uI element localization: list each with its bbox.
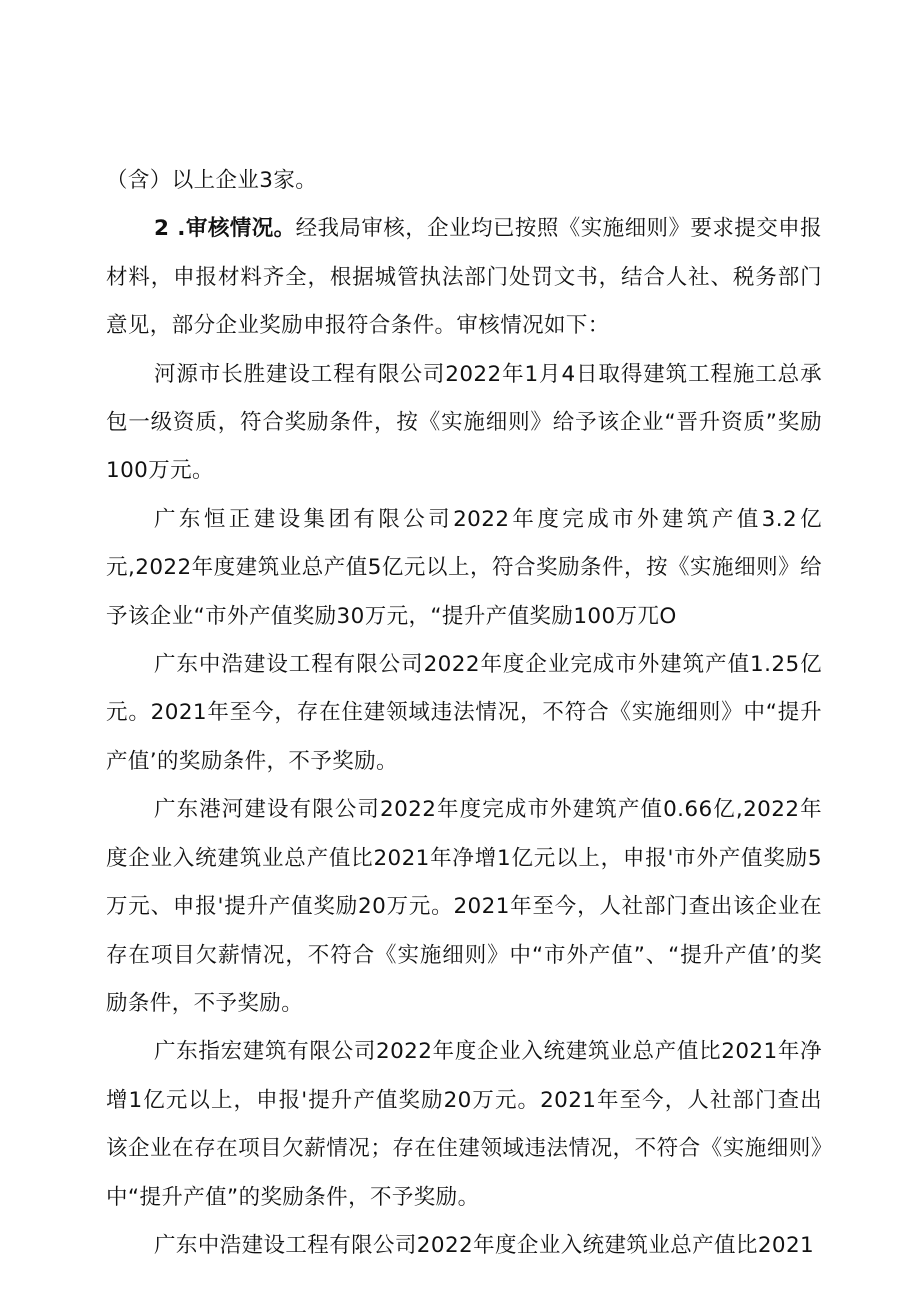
paragraph-text: 河源市长胜建设工程有限公司2022年1月4日取得建筑工程施工总承包一级资质，符合奖励条件，按《实施细则》给予该企业“晋升资质”奖励100万元。 bbox=[106, 361, 822, 484]
paragraph-company-changsheng bbox=[106, 351, 822, 496]
paragraph-company-hengzheng bbox=[106, 496, 822, 641]
document-body bbox=[106, 157, 822, 1270]
paragraph-text: 广东港河建设有限公司2022年度完成市外建筑产值0.66亿,2022年度企业入统建筑业总产值比2021年净增1亿元以上，申报'市外产值奖励5万元、申报'提升产值奖励20万元。2021年至今，人社部门查出该企业在存在项目欠薪情况，不符合《实施细则》中“市外产值”、“提升产值’的奖励条件，不予奖励。 bbox=[106, 797, 822, 1016]
paragraph-text: 经我局审核，企业均已按照《实施细则》要求提交申报材料，申报材料齐全，根据城管执法部门处罚文书，结合人社、税务部门意见，部分企业奖励申报符合条件。审核情况如下： bbox=[106, 216, 822, 339]
paragraph-text: （含）以上企业3家。 bbox=[106, 168, 318, 193]
section-heading: 2 .审核情况。 bbox=[154, 216, 296, 242]
paragraph-text: 广东中浩建设工程有限公司2022年度企业入统建筑业总产值比2021 bbox=[154, 1232, 815, 1258]
paragraph-company-zhihong bbox=[106, 1028, 822, 1222]
paragraph-review-status bbox=[106, 205, 822, 350]
paragraph-text: 广东中浩建设工程有限公司2022年度企业完成市外建筑产值1.25亿元。2021年至今，存在住建领域违法情况，不符合《实施细则》中“提升产值’的奖励条件，不予奖励。 bbox=[106, 652, 822, 774]
paragraph-text: 广东指宏建筑有限公司2022年度企业入统建筑业总产值比2021年净增1亿元以上，申报'提升产值奖励20万元。2021年至今，人社部门查出该企业在存在项目欠薪情况；存在住建领域违法情况，不符合《实施细则》中“提升产值”的奖励条件，不予奖励。 bbox=[106, 1039, 822, 1210]
paragraph-company-zhonghao-2 bbox=[106, 1222, 822, 1270]
paragraph-company-zhonghao bbox=[106, 641, 822, 786]
paragraph-text: 广东恒正建设集团有限公司2022年度完成市外建筑产值3.2亿元,2022年度建筑业总产值5亿元以上，符合奖励条件，按《实施细则》给予该企业“市外产值奖励30万元，“提升产值奖励100万兀O bbox=[106, 506, 822, 629]
paragraph-continuation bbox=[106, 157, 822, 205]
paragraph-company-ganghe bbox=[106, 786, 822, 1028]
